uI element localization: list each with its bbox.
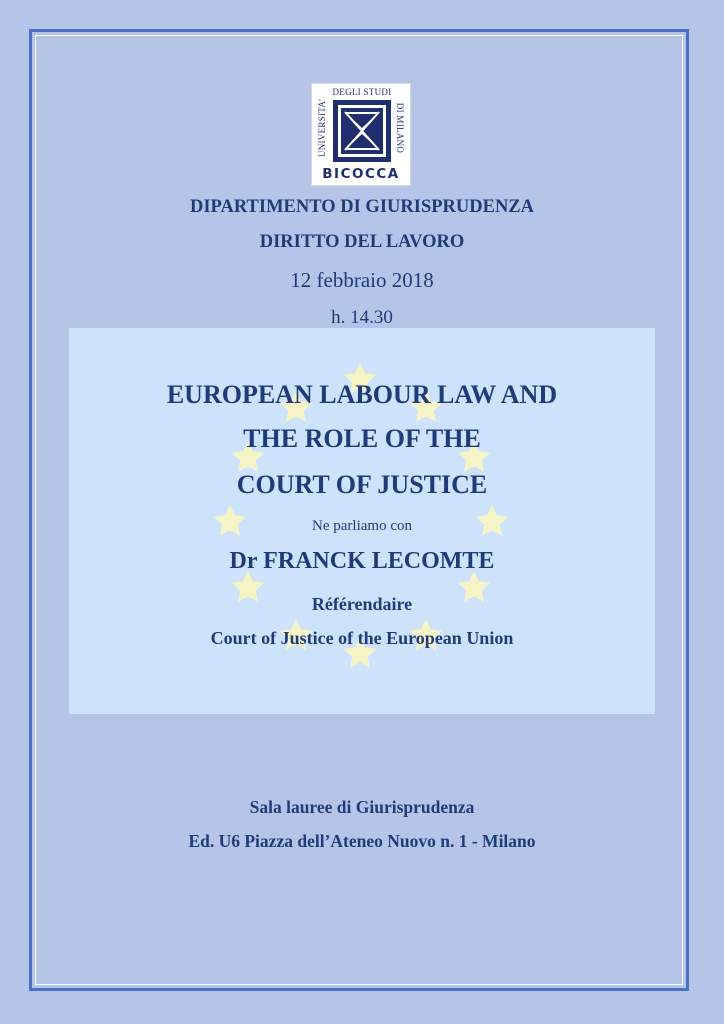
event-title-line-1: EUROPEAN LABOUR LAW AND <box>166 380 558 409</box>
event-time: h. 14.30 <box>331 307 393 328</box>
speaker-intro: Ne parliamo con <box>312 518 412 534</box>
subject-heading: DIRITTO DEL LAVORO <box>259 232 465 252</box>
logo-text-di-milano: DI MILANO <box>395 102 406 153</box>
speaker-organization: Court of Justice of the European Union <box>210 628 514 648</box>
logo-text-degli-studi: DEGLI STUDI <box>332 87 392 97</box>
event-date: 12 febbraio 2018 <box>290 268 434 292</box>
logo-name: BICOCCA <box>322 166 400 182</box>
event-title-line-2: THE ROLE OF THE <box>243 424 481 453</box>
logo-text-universita: UNIVERSITA' <box>317 98 328 157</box>
venue-address: Ed. U6 Piazza dell’Ateneo Nuovo n. 1 - Milano <box>188 831 536 851</box>
department-heading: DIPARTIMENTO DI GIURISPRUDENZA <box>189 197 535 217</box>
venue-room: Sala lauree di Giurisprudenza <box>249 797 475 817</box>
speaker-name: Dr FRANCK LECOMTE <box>229 548 495 574</box>
event-title-line-3: COURT OF JUSTICE <box>236 470 488 499</box>
speaker-role: Référendaire <box>311 594 413 614</box>
